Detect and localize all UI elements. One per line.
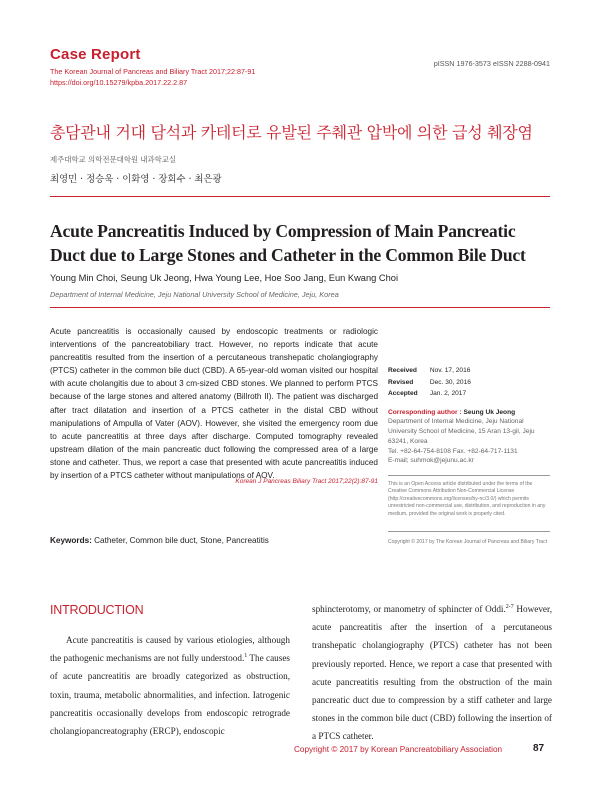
title-divider-top bbox=[50, 196, 550, 197]
corresponding-author bbox=[388, 408, 550, 467]
license-text: This is an Open Access article distributed under the terms of the Creative Commons Attribution Non-Commercial License (http://creativecommons.org/licenses/by-nc/3.0/) which permits unrestricted non-commercial use, distribution, and reproduction in any medium, provided the original work is properly cited. bbox=[388, 480, 546, 517]
date-accepted: Accepted Jan. 2, 2017 bbox=[388, 390, 467, 397]
corresponding-name: Seung Uk Jeong bbox=[463, 408, 516, 416]
abstract-text: Acute pancreatitis is occasionally caused by endoscopic treatments or radiologic interventions of the pancreatobiliary tract. However, no reports indicate that acute pancreatitis resulted from the insertion of a percutaneous transhepatic cholangiography (PTCS) catheter in the common bile duct (CBD). A 65-year-old woman visited our hospital with acute cholangitis due to about 3 cm-sized CBD stones. We planned to perform PTCS because of the large stones and altered anatomy (Billroth II). The patient was discharged after tract dilatation and insertion of a PTCS catheter in the distal CBD without manipulations of Ampulla of Vater (AOV). However, she visited the emergency room due to acute pancreatitis at three days after discharge. Computed tomography revealed upstream dilation of the main pancreatic duct following the compressed area of a large stone and catheter. Thus, we report a case that presented with acute pancreatitis induced by insertion of a PTCS catheter without manipulations of AOV. bbox=[50, 327, 378, 481]
abstract-citation: Korean J Pancreas Biliary Tract 2017;22(2):87-91 bbox=[235, 478, 378, 485]
korean-authors: 최영민 · 정승욱 · 이화영 · 장회수 · 최은광 bbox=[50, 174, 222, 185]
body-column-left bbox=[50, 631, 290, 740]
corresponding-email[interactable]: E-mail; suhmok@jejunu.ac.kr bbox=[388, 457, 474, 465]
header-block bbox=[50, 46, 255, 87]
page-number: 87 bbox=[533, 743, 545, 754]
article-dates bbox=[388, 365, 550, 400]
date-received: Received Nov. 17, 2016 bbox=[388, 367, 471, 374]
english-title: Acute Pancreatitis Induced by Compression of Main Pancreatic Duct due to Large Stones and Catheter in the Common Bile Duct bbox=[50, 221, 526, 265]
corresponding-address: Department of Internal Medicine, Jeju National University School of Medicine, 15 Aran 13-gil, Jeju 63241, Korea bbox=[388, 418, 535, 445]
issn: pISSN 1976-3573 eISSN 2288-0941 bbox=[433, 59, 550, 68]
sidebar-divider-2 bbox=[388, 531, 550, 532]
english-authors: Young Min Choi, Seung Uk Jeong, Hwa Young Lee, Hoe Soo Jang, Eun Kwang Choi bbox=[50, 273, 399, 283]
corresponding-phone: Tel. +82-64-754-8108 Fax. +82-64-717-1131 bbox=[388, 447, 518, 455]
english-affiliation: Department of Internal Medicine, Jeju National University School of Medicine, Jeju, Korea bbox=[50, 290, 339, 299]
intro-paragraph-continued: sphincterotomy, or manometry of sphincter of Oddi.$^{2-7}$ However, acute pancreatitis after the insertion of a percutaneous transhepatic cholangiography (PTCS) catheter has not been previously reported. Hence, we report a case that presented with acute pancreatitis resulting from the obstruction of the main pancreatic duct due to compression by a stiff catheter and large stones in the common bile duct (CBD) following the insertion of a PTCS catheter. bbox=[312, 603, 552, 742]
keywords-label: Keywords: bbox=[50, 536, 92, 545]
sidebar-divider bbox=[388, 475, 550, 476]
keywords-value: Catheter, Common bile duct, Stone, Pancreatitis bbox=[94, 536, 269, 545]
doi-link[interactable]: https://doi.org/10.15279/kpba.2017.22.2.87 bbox=[50, 78, 188, 87]
corresponding-label: Corresponding author : bbox=[388, 408, 462, 416]
article-info-sidebar bbox=[388, 365, 550, 518]
keywords bbox=[50, 536, 269, 545]
title-divider-bottom bbox=[50, 307, 550, 308]
journal-copyright: Copyright © 2017 by The Korean Journal of Pancreas and Biliary Tract bbox=[388, 539, 548, 545]
korean-affiliation: 제주대학교 의학전문대학원 내과학교실 bbox=[50, 155, 177, 164]
korean-title: 총담관내 거대 담석과 카테터로 유발된 주췌관 압박에 의한 급성 췌장염 bbox=[50, 123, 533, 142]
body-column-right bbox=[312, 600, 552, 746]
date-revised: Revised Dec. 30, 2016 bbox=[388, 378, 471, 386]
intro-paragraph-1: Acute pancreatitis is caused by various etiologies, although the pathogenic mechanisms are not fully understood.$^1$ The causes of acute pancreatitis are broadly categorized as obstruction, toxin, trauma, metabolic abnormalities, and infection. Iatrogenic pancreatitis occasionally develops from endoscopic retrograde cholangiopancreatography (ERCP), endoscopic bbox=[50, 635, 290, 737]
footer-copyright: Copyright © 2017 by Korean Pancreatobiliary Association bbox=[294, 745, 503, 754]
article-type: Case Report bbox=[50, 46, 141, 63]
journal-citation: The Korean Journal of Pancreas and Biliary Tract 2017;22:87-91 bbox=[50, 67, 256, 76]
introduction-heading: INTRODUCTION bbox=[50, 603, 144, 617]
